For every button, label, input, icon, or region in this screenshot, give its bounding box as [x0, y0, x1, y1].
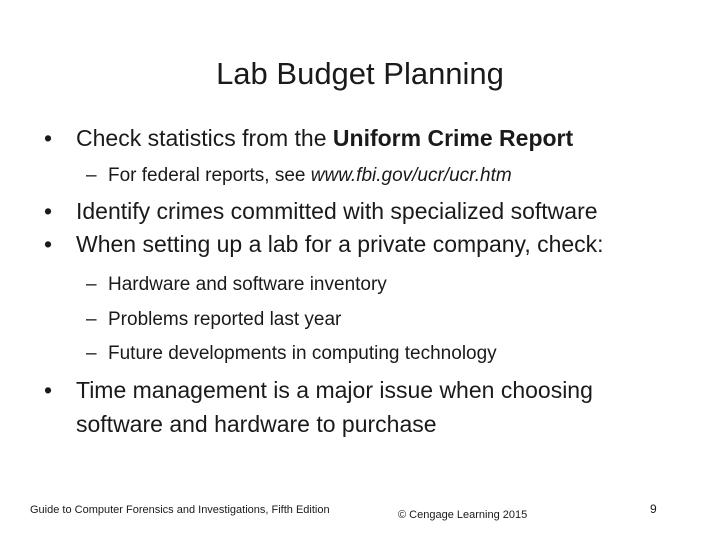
subbullet-problems — [86, 307, 341, 333]
bullet-time-management — [44, 375, 593, 439]
bullet-mark: • — [44, 377, 53, 403]
sub-mark: – — [86, 343, 97, 364]
fbi-url: www.fbi.gov/ucr/ucr.htm — [310, 165, 512, 186]
bullet-private-company — [44, 229, 604, 259]
bullet-mark: • — [44, 198, 53, 224]
sub-text: For federal reports, see — [108, 165, 311, 186]
slide-title: Lab Budget Planning — [216, 56, 504, 91]
bullet-mark: • — [44, 231, 53, 257]
bullet-bold-text: Uniform Crime Report — [332, 125, 574, 151]
bullet-text: Check statistics from the — [76, 125, 333, 151]
bullet-identify-crimes — [44, 196, 598, 226]
bullet-text: When setting up a lab for a private company, check: — [76, 231, 604, 257]
footer-copyright: © Cengage Learning 2015 — [398, 509, 528, 521]
sub-text: Hardware and software inventory — [108, 274, 387, 295]
footer-book-title: Guide to Computer Forensics and Investigations, Fifth Edition — [30, 504, 330, 516]
sub-mark: – — [86, 165, 97, 186]
bullet-text-line1: Time management is a major issue when choosing — [76, 377, 593, 403]
sub-text: Future developments in computing technology — [108, 343, 497, 364]
subbullet-inventory — [86, 272, 387, 298]
bullet-mark: • — [44, 125, 53, 151]
bullet-text-line2: software and hardware to purchase — [76, 411, 437, 437]
footer-page-number: 9 — [650, 502, 657, 516]
bullet-text: Identify crimes committed with specialized software — [76, 198, 598, 224]
sub-mark: – — [86, 274, 97, 295]
subbullet-federal-reports — [86, 163, 512, 189]
sub-mark: – — [86, 309, 97, 330]
sub-text: Problems reported last year — [108, 309, 342, 330]
bullet-uniform-crime-report — [44, 123, 573, 153]
subbullet-future — [86, 341, 497, 367]
